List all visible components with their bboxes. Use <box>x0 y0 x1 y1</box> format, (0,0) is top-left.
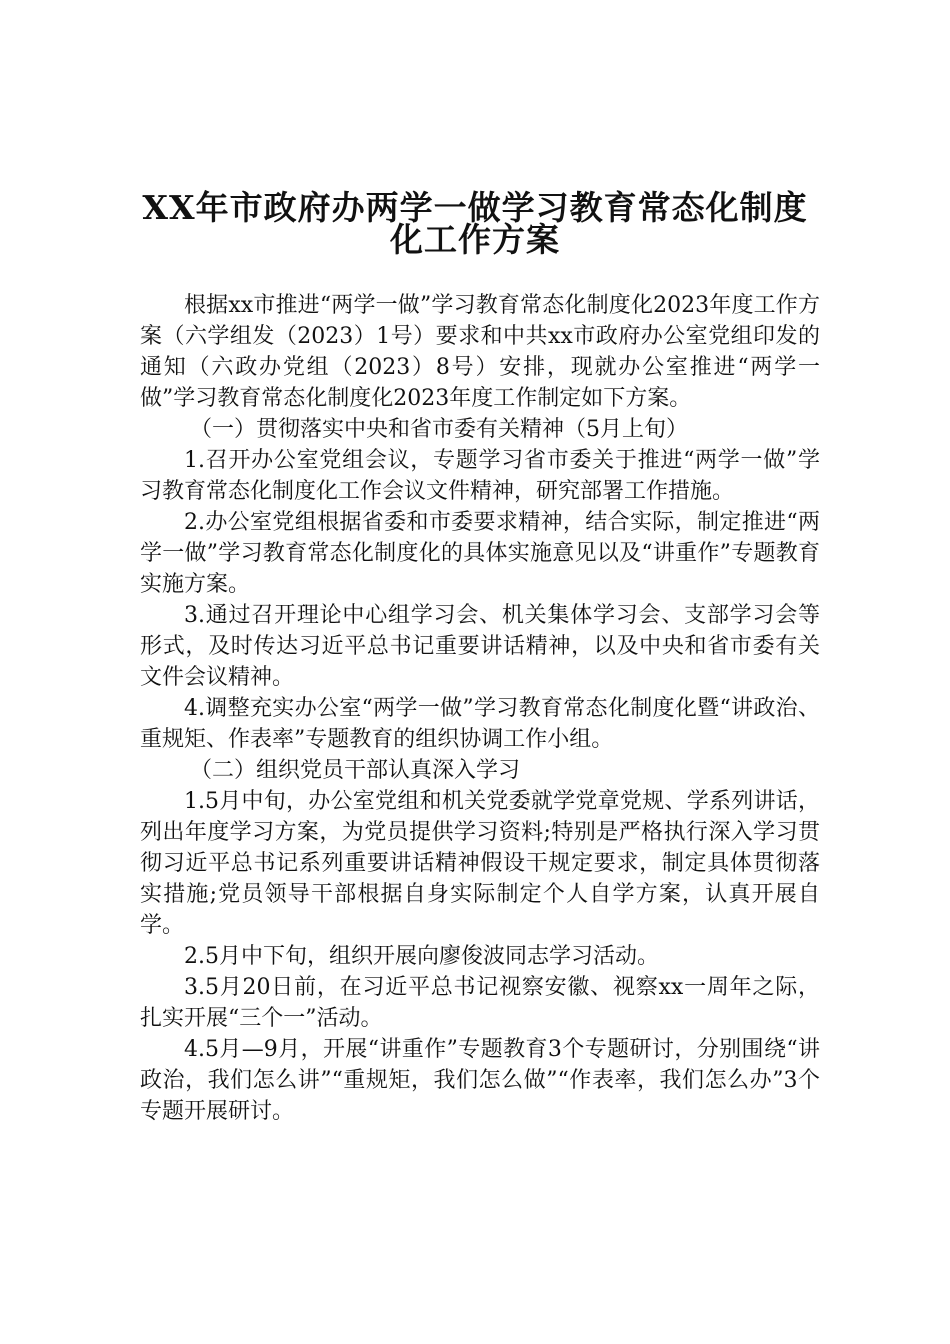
body-paragraph: 4.5月—9月，开展“讲重作”专题教育3个专题研讨，分别围绕“讲政治，我们怎么讲”“重规矩，我们怎么做”“作表率，我们怎么办”3个专题开展研讨。 <box>140 1037 820 1124</box>
section-heading-2: （二）组织党员干部认真深入学习 <box>190 758 521 783</box>
body-paragraph: 3.通过召开理论中心组学习会、机关集体学习会、支部学习会等形式，及时传达习近平总书记重要讲话精神，以及中央和省市委有关文件会议精神。 <box>140 603 820 690</box>
body-paragraph: 2.办公室党组根据省委和市委要求精神，结合实际，制定推进“两学一做”学习教育常态化制度化的具体实施意见以及“讲重作”专题教育实施方案。 <box>140 510 820 597</box>
document-title-line-2: 化工作方案 <box>390 220 560 259</box>
body-paragraph: 3.5月20日前，在习近平总书记视察安徽、视察xx一周年之际，扎实开展“三个一”活动。 <box>140 975 820 1031</box>
document-title-line-1: XX年市政府办两学一做学习教育常态化制度 <box>142 188 808 227</box>
intro-paragraph: 根据xx市推进“两学一做”学习教育常态化制度化2023年度工作方案（六学组发（2023）1号）要求和中共xx市政府办公室党组印发的通知（六政办党组（2023）8号）安排，现就办公室推进“两学一做”学习教育常态化制度化2023年度工作制定如下方案。 <box>140 293 820 411</box>
body-paragraph: 1.召开办公室党组会议，专题学习省市委关于推进“两学一做”学习教育常态化制度化工作会议文件精神，研究部署工作措施。 <box>140 448 820 504</box>
body-paragraph: 1.5月中旬，办公室党组和机关党委就学党章党规、学系列讲话，列出年度学习方案，为党员提供学习资料;特别是严格执行深入学习贯彻习近平总书记系列重要讲话精神假设干规定要求，制定具体贯彻落实措施;党员领导干部根据自身实际制定个人自学方案，认真开展自学。 <box>140 789 820 938</box>
body-paragraph: 4.调整充实办公室“两学一做”学习教育常态化制度化暨“讲政治、重规矩、作表率”专题教育的组织协调工作小组。 <box>140 696 820 752</box>
document-body <box>140 290 820 1127</box>
section-heading-1: （一）贯彻落实中央和省市委有关精神（5月上旬） <box>190 417 688 442</box>
body-paragraph: 2.5月中下旬，组织开展向廖俊波同志学习活动。 <box>184 944 659 969</box>
